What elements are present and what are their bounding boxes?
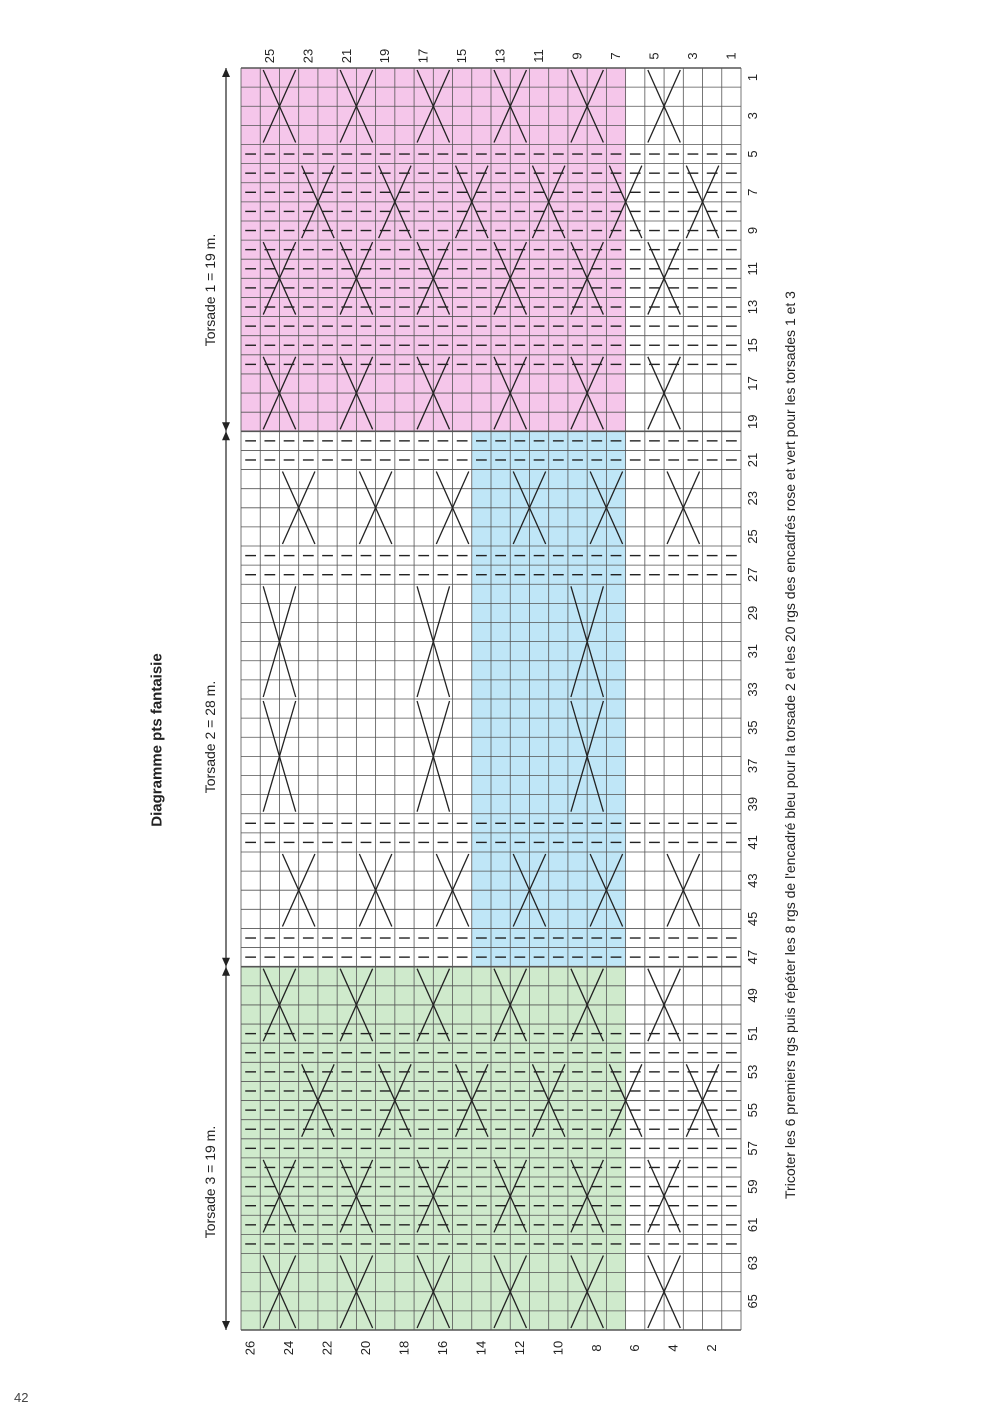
torsade-2-label: Torsade 2 = 28 m. bbox=[202, 680, 218, 794]
stitch-number: 49 bbox=[745, 988, 760, 1003]
stitch-number: 59 bbox=[745, 1179, 760, 1194]
row-number-even: 8 bbox=[588, 1344, 604, 1352]
row-number-even: 24 bbox=[281, 1340, 297, 1356]
stitch-number: 5 bbox=[745, 150, 760, 158]
chart-title: Diagramme pts fantaisie bbox=[148, 653, 166, 827]
stitch-number: 25 bbox=[745, 529, 760, 544]
stitch-number: 13 bbox=[745, 299, 760, 315]
row-number-even: 20 bbox=[358, 1340, 373, 1356]
panel-arrowhead bbox=[222, 422, 230, 431]
row-number-odd: 13 bbox=[492, 48, 508, 64]
panel-arrowhead bbox=[222, 1321, 230, 1330]
row-number-even: 10 bbox=[550, 1340, 566, 1356]
row-number-odd: 7 bbox=[608, 52, 623, 60]
row-number-even: 18 bbox=[396, 1340, 412, 1356]
row-number-odd: 5 bbox=[646, 52, 662, 60]
stitch-number: 63 bbox=[745, 1255, 760, 1271]
stitch-number: 37 bbox=[745, 758, 760, 774]
stitch-number: 3 bbox=[745, 112, 760, 120]
panel-arrowhead bbox=[222, 431, 230, 440]
row-number-even: 2 bbox=[704, 1344, 720, 1352]
stitch-number: 11 bbox=[745, 262, 760, 276]
row-number-odd: 23 bbox=[300, 48, 316, 64]
row-number-even: 26 bbox=[242, 1340, 258, 1356]
row-number-odd: 21 bbox=[338, 48, 354, 64]
page-number: 42 bbox=[14, 1390, 29, 1405]
stitch-number: 41 bbox=[745, 835, 760, 850]
chart-footnote: Tricoter les 6 premiers rgs puis répéter les 8 rgs de l'encadré bleu pour la torsade 2 et les 20 rgs des encadrés rose et vert pour les torsades 1 et 3 bbox=[782, 291, 798, 1199]
row-number-odd: 15 bbox=[454, 48, 470, 64]
row-number-odd: 17 bbox=[415, 48, 431, 64]
panel-arrowhead bbox=[222, 68, 230, 77]
row-number-odd: 25 bbox=[261, 48, 277, 64]
stitch-number: 19 bbox=[745, 414, 760, 429]
row-number-odd: 1 bbox=[723, 52, 739, 60]
row-number-even: 12 bbox=[511, 1340, 527, 1356]
row-number-odd: 19 bbox=[377, 48, 393, 64]
stitch-number: 17 bbox=[745, 376, 760, 391]
stitch-number: 65 bbox=[745, 1294, 760, 1309]
stitch-number: 21 bbox=[745, 452, 760, 468]
stitch-number: 43 bbox=[745, 873, 760, 888]
stitch-number: 53 bbox=[745, 1064, 760, 1080]
stitch-number: 7 bbox=[745, 188, 760, 196]
stitch-number: 51 bbox=[745, 1026, 760, 1041]
stitch-number: 1 bbox=[745, 73, 760, 82]
stitch-number: 9 bbox=[745, 226, 760, 235]
row-number-even: 6 bbox=[627, 1344, 643, 1352]
row-number-odd: 11 bbox=[531, 49, 547, 63]
stitch-number: 35 bbox=[745, 720, 760, 735]
row-number-even: 4 bbox=[665, 1344, 681, 1352]
torsade-1-label: Torsade 1 = 19 m. bbox=[202, 233, 218, 347]
row-number-odd: 3 bbox=[684, 52, 700, 60]
row-number-even: 16 bbox=[434, 1340, 450, 1356]
stitch-number: 31 bbox=[745, 643, 760, 659]
row-number-even: 22 bbox=[319, 1340, 335, 1356]
stitch-number: 27 bbox=[745, 567, 760, 582]
stitch-number: 15 bbox=[745, 338, 760, 353]
stitch-number: 39 bbox=[745, 796, 760, 812]
stitch-number: 55 bbox=[745, 1102, 760, 1118]
row-number-odd: 9 bbox=[569, 52, 585, 60]
stitch-number: 23 bbox=[745, 490, 760, 506]
row-number-even: 14 bbox=[473, 1340, 489, 1356]
stitch-number: 57 bbox=[745, 1141, 760, 1156]
panel-arrowhead bbox=[222, 958, 230, 967]
torsade-3-label: Torsade 3 = 19 m. bbox=[202, 1125, 218, 1239]
stitch-number: 29 bbox=[745, 605, 760, 621]
stitch-number: 61 bbox=[745, 1217, 760, 1233]
stitch-number: 47 bbox=[745, 949, 760, 965]
panel-arrowhead bbox=[222, 967, 230, 976]
stitch-number: 33 bbox=[745, 682, 760, 697]
stitch-number: 45 bbox=[745, 911, 760, 927]
